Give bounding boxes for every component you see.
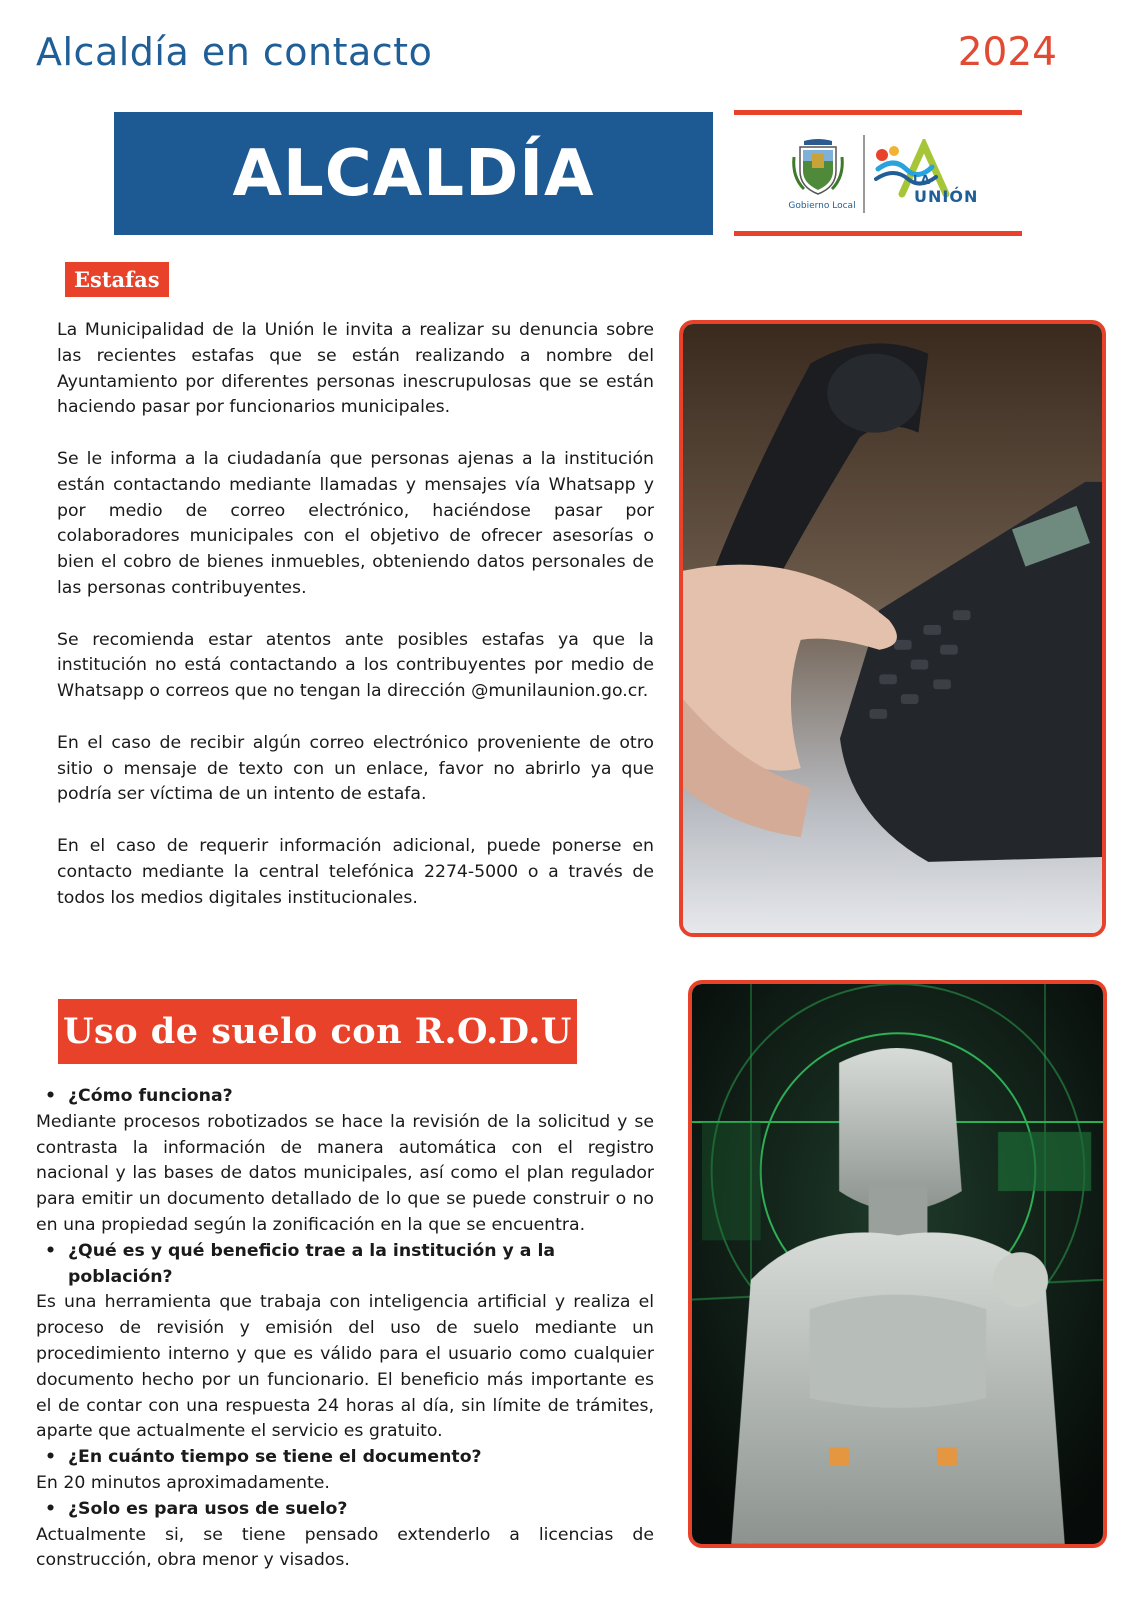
gobierno-local-label: Gobierno Local [788,201,856,211]
banner-title: ALCALDÍA [232,136,595,211]
logo-divider [863,135,865,213]
section-tag-rodu: Uso de suelo con R.O.D.U [58,999,577,1064]
faq-question: • ¿En cuánto tiempo se tiene el documento? [36,1445,654,1471]
estafas-body [57,318,654,911]
paragraph: Se le informa a la ciudadanía que personas ajenas a la institución están contactando mediante llamadas y mensajes vía Whatsapp y por medio de correo electrónico, haciéndose pasar por colaboradores municipales con el objetivo de ofrecer asesorías o bien el cobro de bienes inmuebles, obteniendo datos personales de las personas contribuyentes. [57,448,654,598]
newsletter-year: 2024 [957,30,1057,75]
paragraph: La Municipalidad de la Unión le invita a realizar su denuncia sobre las recientes estafas que se están realizando a nombre del Ayuntamiento por diferentes personas inescrupulosas que se están haciendo pasar por funcionarios municipales. [57,320,654,418]
paragraph: En el caso de requerir información adicional, puede ponerse en contacto mediante la central telefónica 2274-5000 o a través de todos los medios digitales institucionales. [57,835,654,908]
logo-box [734,110,1022,236]
faq-question: • ¿Solo es para usos de suelo? [36,1497,654,1523]
robot-photo [688,980,1107,1548]
telephone-photo [679,320,1106,937]
coat-of-arms-icon [790,137,846,197]
faq-answer: En 20 minutos aproximadamente. [36,1472,330,1493]
faq-answer: Actualmente si, se tiene pensado extenderlo a licencias de construcción, obra menor y visados. [36,1524,654,1571]
faq-answer: Es una herramienta que trabaja con inteligencia artificial y realiza el proceso de revisión y emisión del uso de suelo mediante un procedimiento interno y que es válido para el usuario como cualquier documento hecho por un funcionario. El beneficio más importante es el de contar con una respuesta 24 horas al día, sin límite de trámites, aparte que actualmente el servicio es gratuito. [36,1292,654,1442]
paragraph: En el caso de recibir algún correo electrónico proveniente de otro sitio o mensaje de texto con un enlace, favor no abrirlo ya que podría ser víctima de un intento de estafa. [57,732,654,805]
faq-question: • ¿Qué es y qué beneficio trae a la institución y a la población? [36,1239,654,1291]
newsletter-title: Alcaldía en contacto [36,30,433,74]
alcaldia-banner [114,112,713,235]
paragraph: Se recomienda estar atentos ante posibles estafas ya que la institución no está contactando a los contribuyentes por medio de Whatsapp o correos que no tengan la dirección @munilaunion.go.cr. [57,629,654,702]
rodu-faq [36,1084,654,1574]
brand-small-label: LA [913,173,930,187]
faq-answer: Mediante procesos robotizados se hace la revisión de la solicitud y se contrasta la información de manera automática con el registro nacional y las bases de datos municipales, así como el plan regulador para emitir un documento detallado de lo que se puede construir o no en una propiedad según la zonificación en la que se encuentra. [36,1111,654,1235]
section-tag-estafas: Estafas [65,262,169,297]
faq-question: • ¿Cómo funciona? [36,1084,654,1110]
brand-name-label: UNIÓN [914,187,979,206]
